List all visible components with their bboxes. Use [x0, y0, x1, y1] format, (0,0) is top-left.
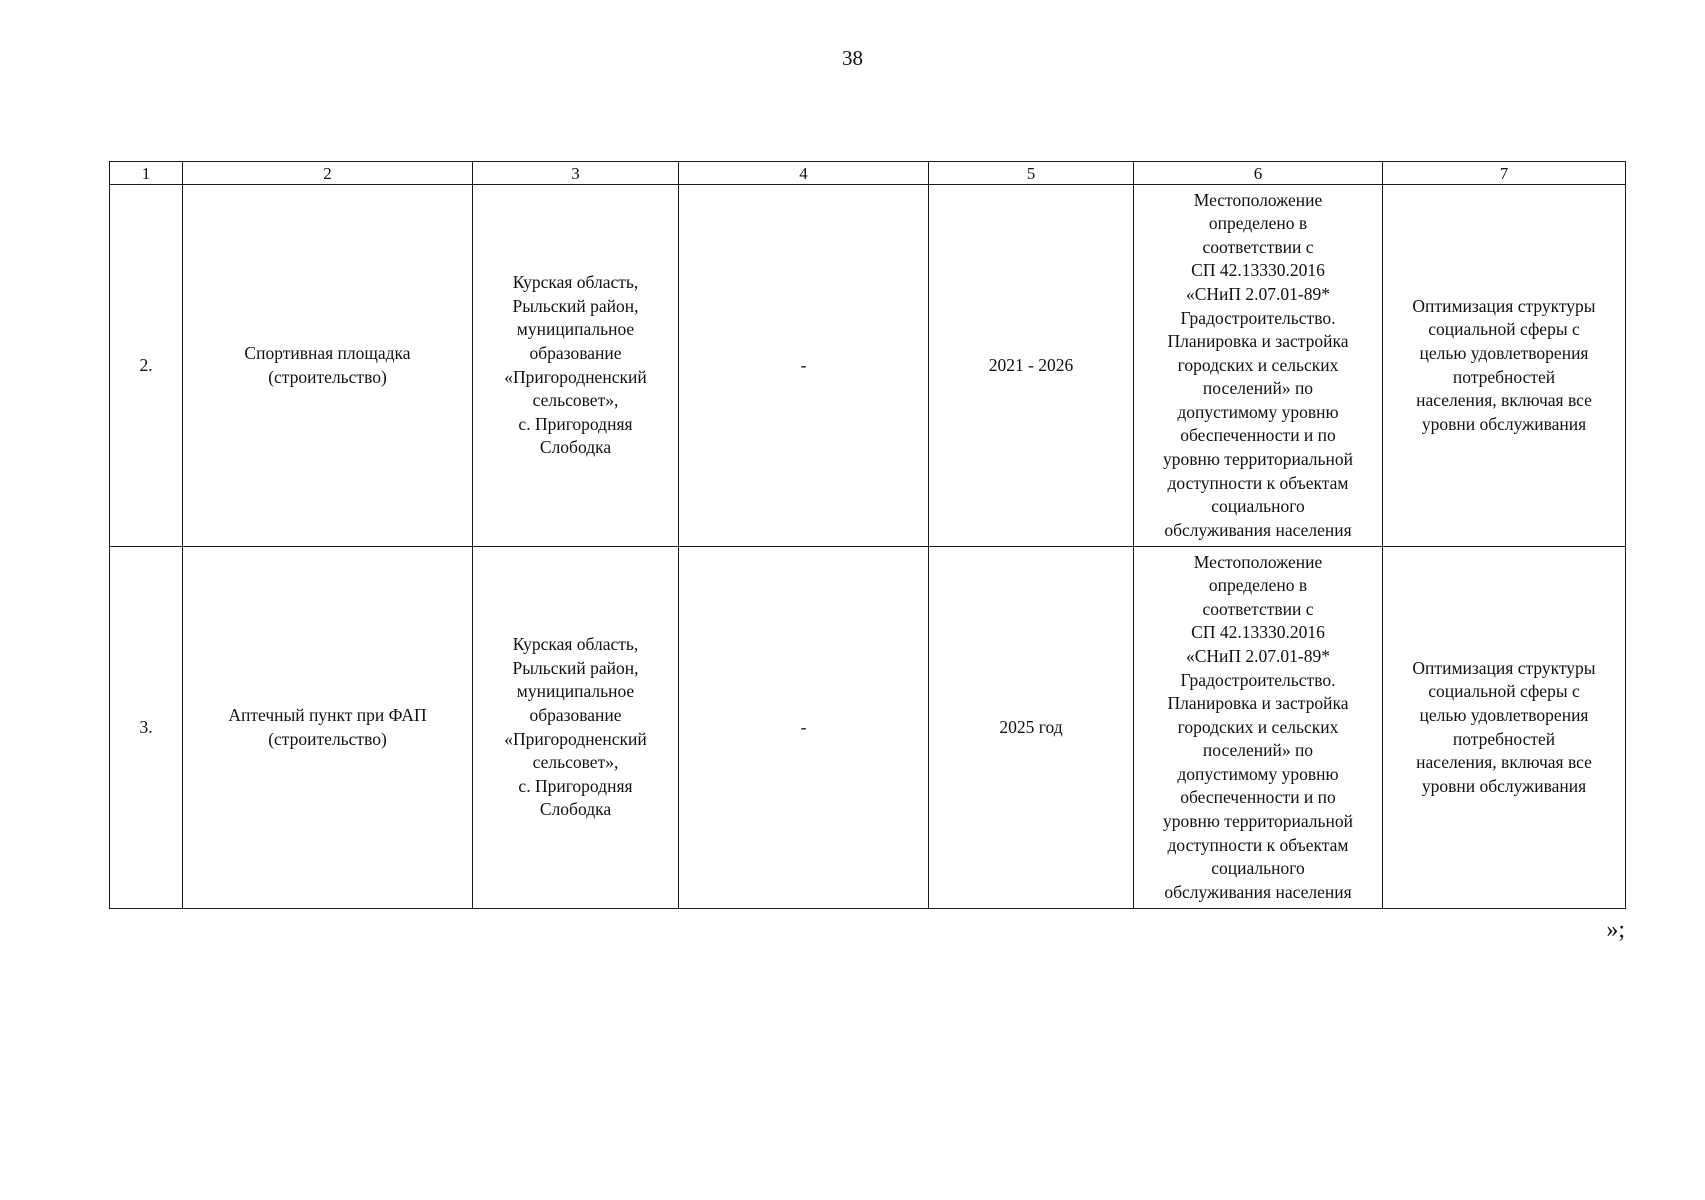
text-line: обслуживания населения: [1164, 881, 1352, 902]
location-cell: [473, 547, 679, 909]
text-line: (строительство): [268, 366, 387, 387]
text-line: «Пригородненский: [504, 728, 647, 749]
column-4-cell: -: [679, 185, 929, 547]
page-number: 38: [842, 46, 863, 70]
text-line: СП 42.13330.2016: [1191, 622, 1325, 643]
text-line: потребностей: [1452, 728, 1556, 749]
text-line: Градостроительство.: [1180, 669, 1336, 690]
text-line: городских и сельских: [1177, 716, 1339, 737]
justification-cell: [1134, 185, 1383, 547]
text-line: Оптимизация структуры: [1412, 295, 1596, 316]
text-line: поселений» по: [1202, 378, 1314, 399]
text-line: Оптимизация структуры: [1412, 657, 1596, 678]
text-line: социального: [1211, 496, 1305, 517]
text-line: Спортивная площадка: [244, 342, 411, 363]
text-line: образование: [529, 342, 622, 363]
text-line: муниципальное: [516, 681, 635, 702]
text-line: Аптечный пункт при ФАП: [228, 704, 427, 725]
text-line: Планировка и застройка: [1167, 331, 1349, 352]
column-4-cell: -: [679, 547, 929, 909]
text-line: Слободка: [539, 437, 612, 458]
text-line: «Пригородненский: [504, 366, 647, 387]
text-line: доступности к объектам: [1167, 472, 1349, 493]
text-line: допустимому уровню: [1177, 401, 1339, 422]
text-line: Рыльский район,: [512, 295, 639, 316]
text-line: (строительство): [268, 728, 387, 749]
text-line: Курская область,: [512, 272, 639, 293]
table-row: [110, 547, 1626, 909]
period-cell: 2025 год: [929, 547, 1134, 909]
text-line: обслуживания населения: [1164, 519, 1352, 540]
text-line: поселений» по: [1202, 740, 1314, 761]
closing-quote-mark: »;: [1606, 917, 1625, 943]
column-number-cell: 5: [929, 162, 1134, 185]
text-line: уровни обслуживания: [1421, 413, 1587, 434]
text-line: социального: [1211, 858, 1305, 879]
text-line: с. Пригородняя: [518, 775, 633, 796]
text-line: Местоположение: [1193, 551, 1323, 572]
text-line: доступности к объектам: [1167, 834, 1349, 855]
objects-table: [109, 161, 1626, 909]
text-line: населения, включая все: [1416, 390, 1592, 411]
text-line: с. Пригородняя: [518, 413, 633, 434]
object-name-cell: [183, 185, 473, 547]
column-number-cell: 7: [1383, 162, 1626, 185]
text-line: уровни обслуживания: [1421, 775, 1587, 796]
text-line: обеспеченности и по: [1180, 787, 1336, 808]
text-line: Градостроительство.: [1180, 307, 1336, 328]
column-number-cell: 6: [1134, 162, 1383, 185]
purpose-cell: [1383, 547, 1626, 909]
text-line: сельсовет»,: [532, 752, 619, 773]
text-line: целью удовлетворения: [1419, 342, 1589, 363]
text-line: социальной сферы с: [1428, 681, 1580, 702]
text-line: социальной сферы с: [1428, 319, 1580, 340]
justification-cell: [1134, 547, 1383, 909]
text-line: соответствии с: [1202, 236, 1314, 257]
text-line: определено в: [1208, 213, 1308, 234]
text-line: сельсовет»,: [532, 390, 619, 411]
text-line: целью удовлетворения: [1419, 704, 1589, 725]
column-number-cell: 1: [110, 162, 183, 185]
text-line: образование: [529, 704, 622, 725]
text-line: допустимому уровню: [1177, 763, 1339, 784]
text-line: уровню территориальной: [1162, 811, 1353, 832]
text-line: городских и сельских: [1177, 354, 1339, 375]
text-line: обеспеченности и по: [1180, 425, 1336, 446]
text-line: определено в: [1208, 575, 1308, 596]
text-line: СП 42.13330.2016: [1191, 260, 1325, 281]
purpose-cell: [1383, 185, 1626, 547]
period-cell: 2021 - 2026: [929, 185, 1134, 547]
text-line: «СНиП 2.07.01-89*: [1185, 645, 1331, 666]
column-number-cell: 4: [679, 162, 929, 185]
text-line: Рыльский район,: [512, 657, 639, 678]
text-line: муниципальное: [516, 319, 635, 340]
row-number-cell: 3.: [110, 547, 183, 909]
row-number-cell: 2.: [110, 185, 183, 547]
text-line: населения, включая все: [1416, 752, 1592, 773]
table-row: [110, 185, 1626, 547]
text-line: Курская область,: [512, 634, 639, 655]
object-name-cell: [183, 547, 473, 909]
text-line: Планировка и застройка: [1167, 693, 1349, 714]
text-line: соответствии с: [1202, 598, 1314, 619]
text-line: потребностей: [1452, 366, 1556, 387]
text-line: «СНиП 2.07.01-89*: [1185, 283, 1331, 304]
text-line: Слободка: [539, 799, 612, 820]
text-line: Местоположение: [1193, 189, 1323, 210]
column-number-row: [110, 162, 1626, 185]
column-number-cell: 2: [183, 162, 473, 185]
location-cell: [473, 185, 679, 547]
column-number-cell: 3: [473, 162, 679, 185]
text-line: уровню территориальной: [1162, 449, 1353, 470]
